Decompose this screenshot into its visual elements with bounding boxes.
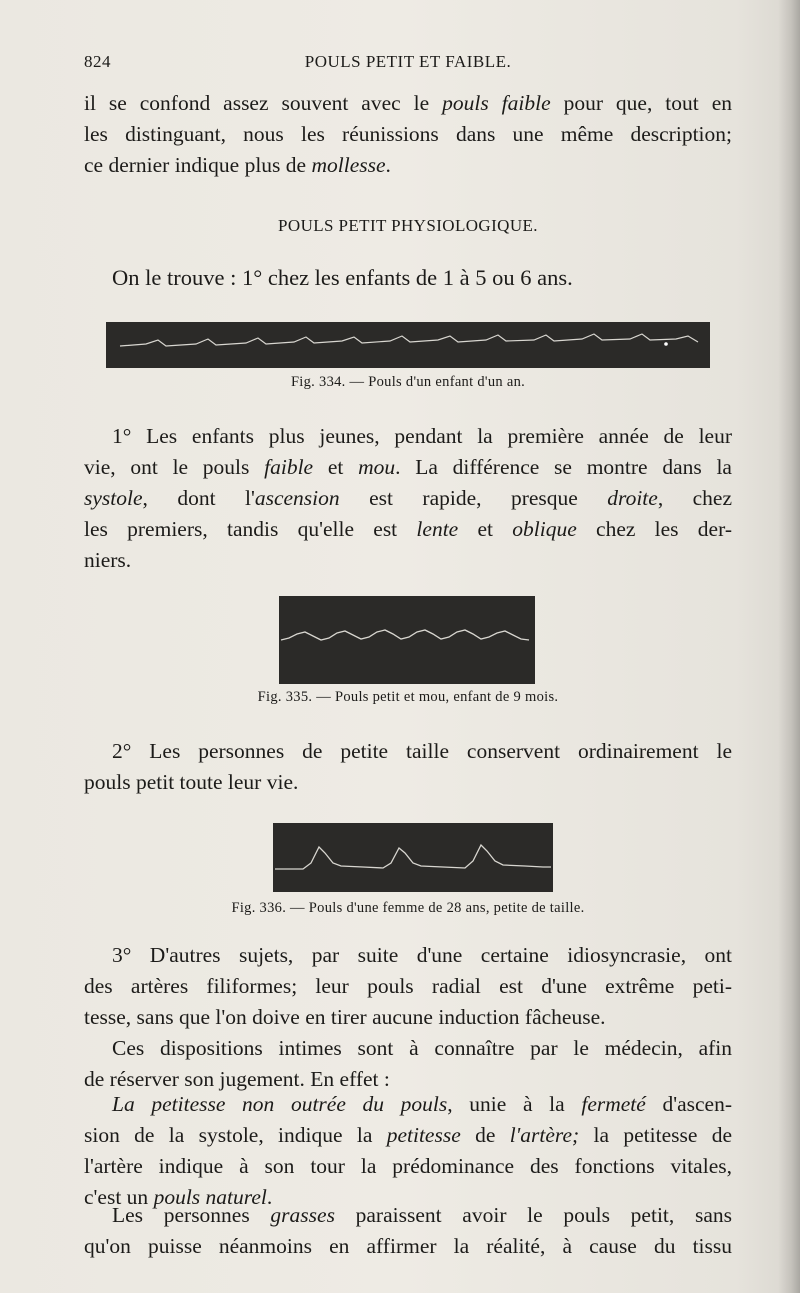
paragraph-dispositions [84, 1033, 732, 1095]
p2-line-2: vie, ont le pouls faible et mou. La différence se montre dans la [84, 455, 732, 479]
page-gutter-shadow [778, 0, 800, 1293]
fig-335-svg [279, 596, 535, 684]
p6-line-4: c'est un pouls naturel. [84, 1185, 273, 1209]
paragraph-enfants [84, 421, 732, 576]
fig-335-caption: Fig. 335. — Pouls petit et mou, enfant de 9 mois. [257, 689, 559, 705]
fig-335-pulse-trace [279, 596, 535, 684]
fig-334-svg [106, 322, 710, 368]
p2-line-3: systole, dont l'ascension est rapide, presque droite, chez [84, 486, 733, 510]
p3-line-2: pouls petit toute leur vie. [84, 770, 299, 794]
p4-line-3: tesse, sans que l'on doive en tirer aucune induction fâcheuse. [84, 1005, 606, 1029]
p2-line-5: niers. [84, 548, 132, 572]
intro-paragraph [84, 88, 732, 181]
paragraph-grasses [84, 1200, 732, 1262]
p3-line-1: 2° Les personnes de petite taille conservent ordinairement le [112, 739, 732, 763]
fig-336-caption: Fig. 336. — Pouls d'une femme de 28 ans, petite de taille. [231, 900, 585, 916]
p2-line-1: 1° Les enfants plus jeunes, pendant la première année de leur [112, 424, 732, 448]
p4-line-1: 3° D'autres sujets, par suite d'une certaine idiosyncrasie, ont [112, 943, 732, 967]
intro-line-1: il se confond assez souvent avec le pouls faible pour que, tout en [84, 91, 732, 115]
p4-line-2: des artères filiformes; leur pouls radial est d'une extrême peti- [84, 974, 732, 998]
paragraph-petite-taille [84, 736, 732, 798]
page-number: 824 [84, 52, 111, 71]
fig-336-svg [273, 823, 553, 892]
p6-line-3: l'artère indique à son tour la prédominance des fonctions vitales, [84, 1154, 732, 1178]
p6-line-2: sion de la systole, indique la petitesse de l'artère; la petitesse de [84, 1123, 733, 1147]
paragraph-filiformes [84, 940, 732, 1033]
paragraph-on-le-trouve [84, 262, 732, 293]
p7-line-1: Les personnes grasses paraissent avoir le pouls petit, sans [112, 1203, 732, 1227]
intro-line-3: ce dernier indique plus de mollesse. [84, 153, 391, 177]
section-heading: POULS PETIT PHYSIOLOGIQUE. [278, 216, 538, 235]
fig-336-pulse-trace [273, 823, 553, 892]
running-header [84, 52, 732, 78]
running-title: POULS PETIT ET FAIBLE. [304, 52, 512, 71]
p2-line-4: les premiers, tandis qu'elle est lente et oblique chez les der- [84, 517, 732, 541]
fig-334-caption: Fig. 334. — Pouls d'un enfant d'un an. [290, 374, 526, 390]
intro-line-2: les distinguant, nous les réunissions dans une même description; [84, 122, 732, 146]
fig-334-pulse-trace [106, 322, 710, 368]
p7-line-2: qu'on puisse néanmoins en affirmer la réalité, à cause du tissu [84, 1234, 732, 1258]
p5-line-2: de réserver son jugement. En effet : [84, 1067, 390, 1091]
p5-line-1: Ces dispositions intimes sont à connaître par le médecin, afin [112, 1036, 732, 1060]
p1-line: On le trouve : 1° chez les enfants de 1 à 5 ou 6 ans. [112, 265, 573, 290]
p6-line-1: La petitesse non outrée du pouls, unie à la fermeté d'ascen- [112, 1092, 732, 1116]
paragraph-petitesse [84, 1089, 732, 1213]
